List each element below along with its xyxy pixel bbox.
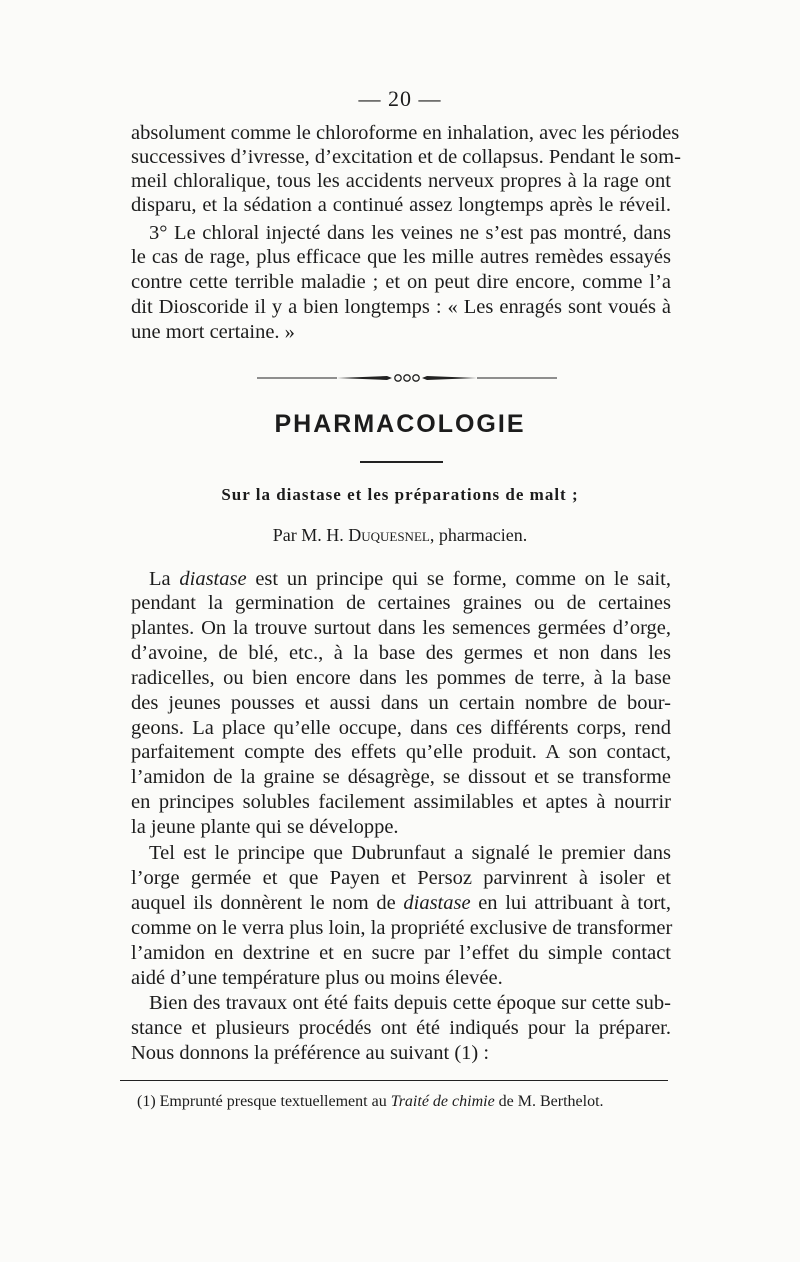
text-line: parfaitement compte des effets qu’elle produit. A son contact, — [131, 741, 671, 763]
byline-suffix: , pharmacien. — [429, 525, 528, 545]
text-line: 3° Le chloral injecté dans les veines ne s’est pas montré, dans — [149, 222, 671, 244]
text-line: plantes. On la trouve surtout dans les semences germées d’orge, — [131, 617, 671, 639]
text-line: dit Dioscoride il y a bien longtemps : « Les enragés sont voués à — [131, 296, 671, 318]
text-line: l’amidon de la graine se désagrège, se dissout et se transforme — [131, 766, 671, 788]
text-line: Nous donnons la préférence au suivant (1) : — [131, 1042, 490, 1064]
page-number: — 20 — — [358, 86, 442, 111]
text-line: l’orge germée et que Payen et Persoz parvinrent à isoler et — [131, 867, 671, 889]
text-line: disparu, et la sédation a continué assez longtemps après le réveil. — [131, 194, 671, 216]
text-line: Bien des travaux ont été faits depuis cette époque sur cette sub- — [149, 992, 671, 1014]
ornamental-divider — [257, 372, 557, 384]
text-line: le cas de rage, plus efficace que les mille autres remèdes essayés — [131, 246, 671, 268]
text-line: La diastase est un principe qui se forme, comme on le sait, — [149, 568, 672, 590]
text-line: l’amidon en dextrine et en sucre par l’effet du simple contact — [131, 942, 671, 964]
text-line: en principes solubles facilement assimilables et aptes à nourrir — [131, 791, 671, 813]
section-heading: PHARMACOLOGIE — [274, 410, 526, 438]
article-title: Sur la diastase et les préparations de malt ; — [221, 485, 579, 504]
text-line: Tel est le principe que Dubrunfaut a signalé le premier dans — [149, 842, 671, 864]
byline — [0, 525, 800, 546]
text-line: geons. La place qu’elle occupe, dans ces différents corps, rend — [131, 717, 671, 739]
text-line: des jeunes pousses et aussi dans un certain nombre de bour- — [131, 692, 671, 714]
footnote: (1) Emprunté presque textuellement au Traité de chimie de M. Berthelot. — [137, 1093, 604, 1110]
text-line: radicelles, ou bien encore dans les pommes de terre, à la base — [131, 667, 671, 689]
text-line: la jeune plante qui se développe. — [131, 816, 399, 838]
byline-author: Duquesnel — [348, 525, 430, 545]
text-line: contre cette terrible maladie ; et on peut dire encore, comme l’a — [131, 271, 671, 293]
text-line: pendant la germination de certaines graines ou de certaines — [131, 592, 671, 614]
text-line: stance et plusieurs procédés ont été indiqués pour la préparer. — [131, 1017, 671, 1039]
byline-prefix: Par M. H. — [272, 525, 349, 545]
text-line: d’avoine, de blé, etc., à la base des germes et non dans les — [131, 642, 671, 664]
text-line: comme on le verra plus loin, la propriété exclusive de transformer — [131, 917, 673, 939]
text-line: meil chloralique, tous les accidents nerveux propres à la rage ont — [131, 170, 671, 192]
footnote-rule — [120, 1080, 668, 1081]
heading-underline — [360, 461, 443, 463]
text-line: une mort certaine. » — [131, 321, 295, 343]
text-line: auquel ils donnèrent le nom de diastase en lui attribuant à tort, — [131, 892, 671, 914]
text-line: aidé d’une température plus ou moins élevée. — [131, 967, 503, 989]
text-line: successives d’ivresse, d’excitation et de collapsus. Pendant le som- — [131, 146, 681, 168]
text-line: absolument comme le chloroforme en inhalation, avec les périodes — [131, 122, 680, 144]
